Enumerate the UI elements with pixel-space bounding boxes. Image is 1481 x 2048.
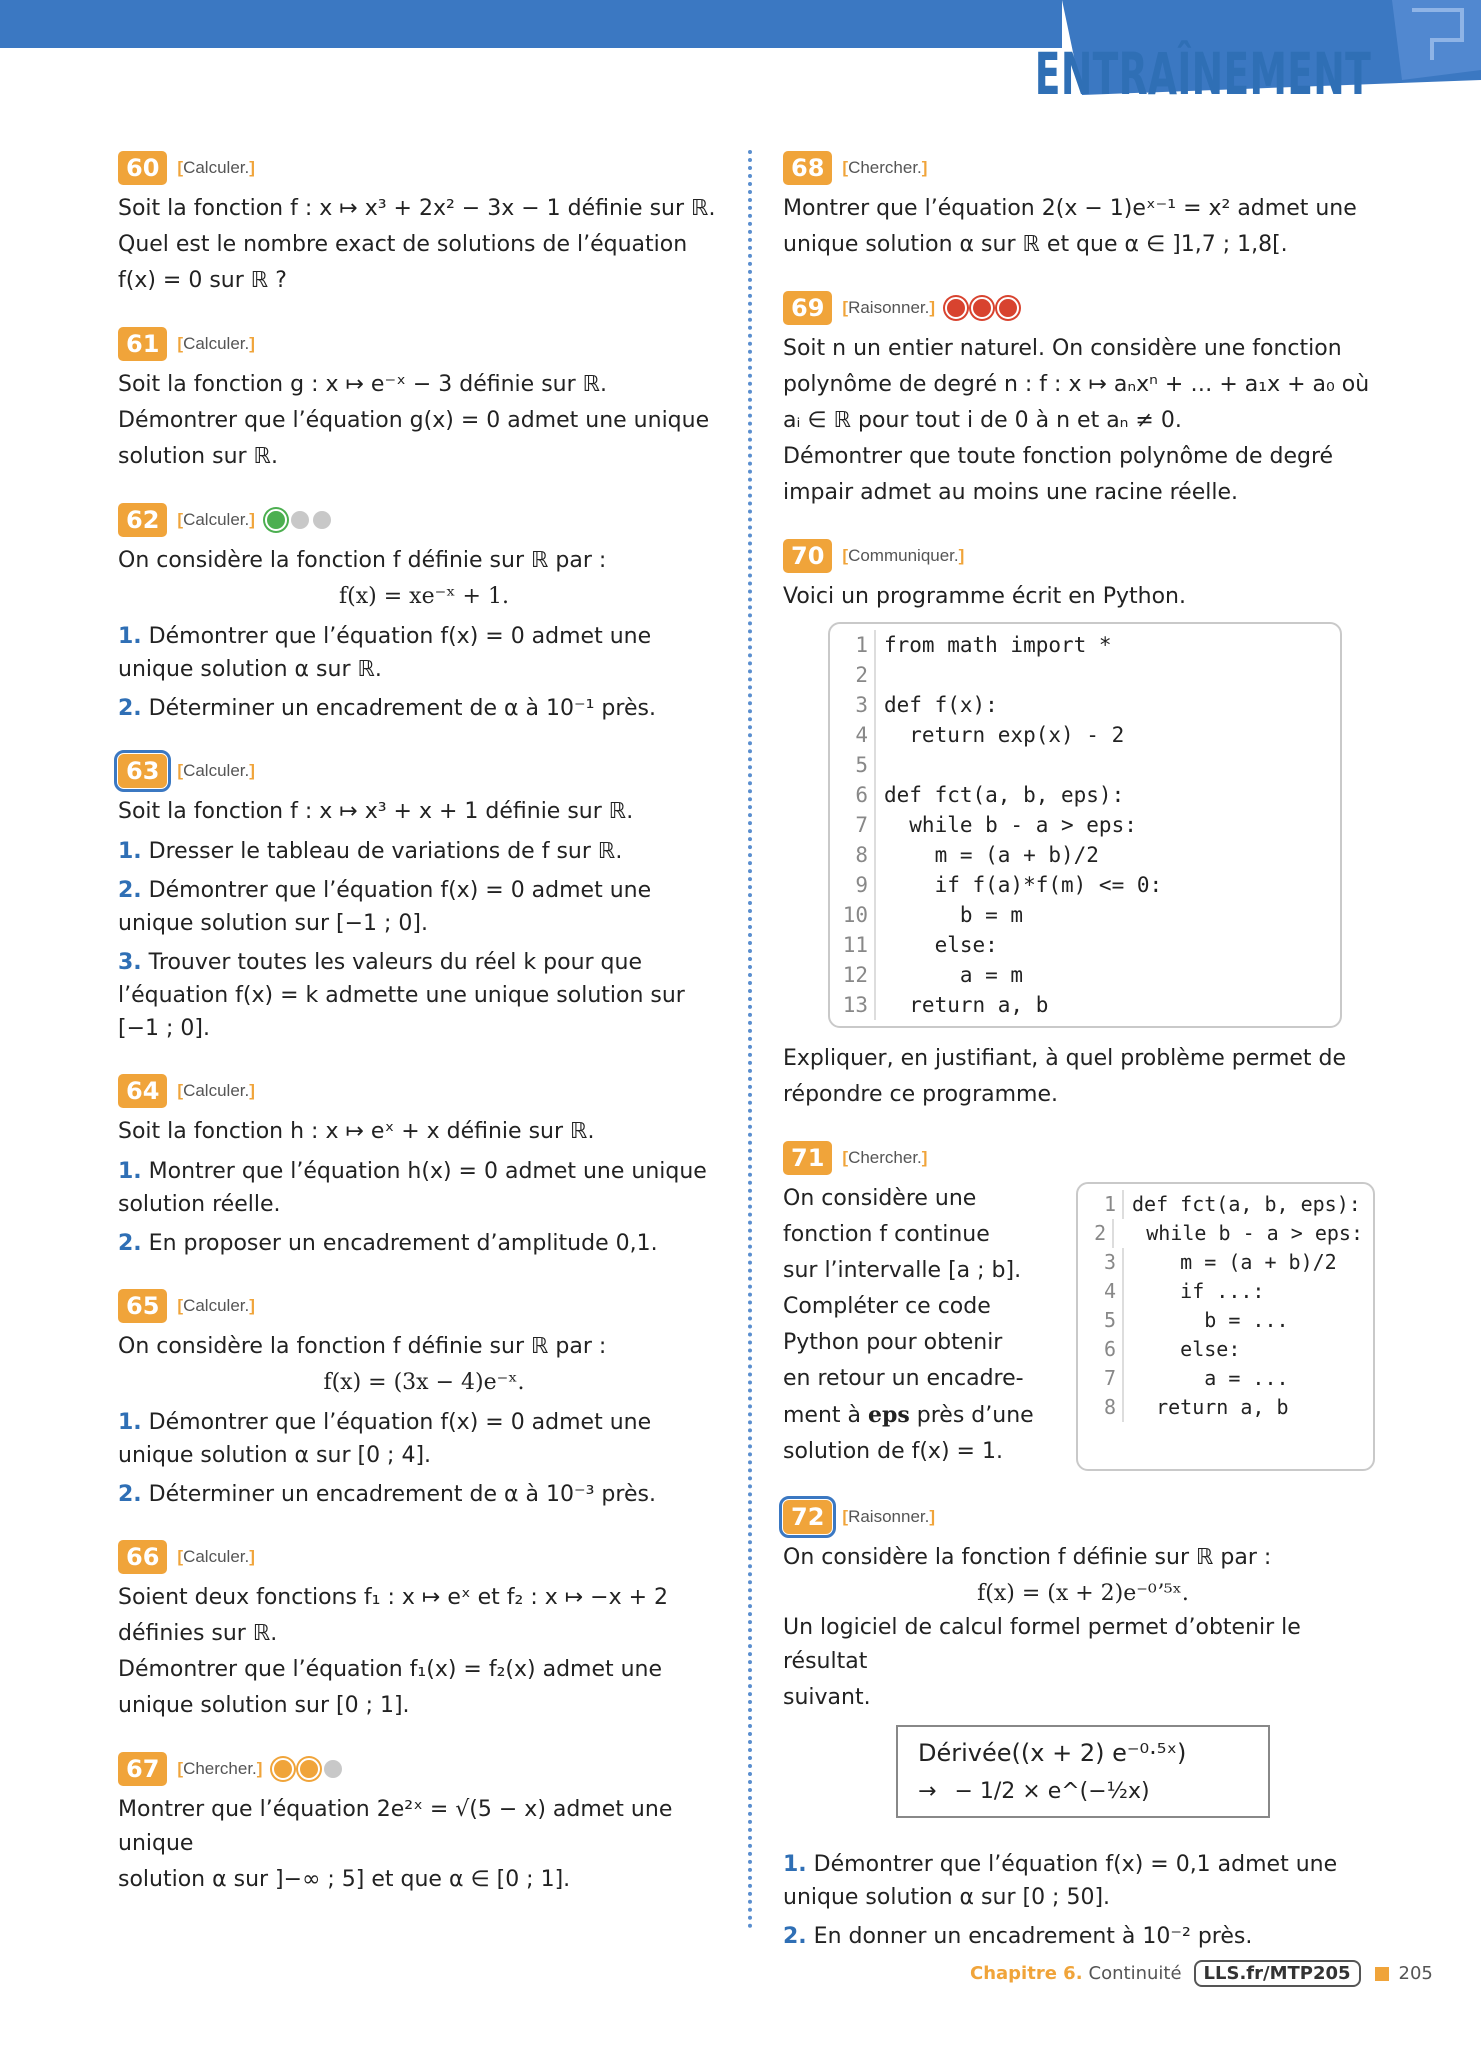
exercise-64	[118, 1073, 730, 1260]
code-line	[1088, 1393, 1363, 1422]
question-1: 1. Démontrer que l’équation f(x) = 0,1 admet une unique solution α sur [0 ; 50].	[783, 1852, 1338, 1910]
text-line: solution de f(x) = 1.	[783, 1439, 1003, 1464]
line-number: 4	[840, 720, 876, 750]
code-text: m = (a + b)/2	[884, 843, 1099, 867]
text-line: Démontrer que l’équation g(x) = 0 admet une unique	[118, 408, 710, 433]
difficulty-dot	[265, 509, 287, 531]
text-line: unique solution α sur ℝ et que α ∈ ]1,7 ; 1,8[.	[783, 232, 1288, 257]
question-1: 1. Montrer que l’équation h(x) = 0 admet une unique solution réelle.	[118, 1159, 707, 1217]
exercise-number: 64	[118, 1074, 167, 1108]
text-line: ment à eps près d’une	[783, 1402, 1034, 1428]
text-line: fonction f continue	[783, 1222, 990, 1247]
text-line: Soit n un entier naturel. On considère une fonction	[783, 336, 1342, 361]
question-1: 1. Dresser le tableau de variations de f sur ℝ.	[118, 839, 623, 864]
question-1: 1. Démontrer que l’équation f(x) = 0 admet une unique solution α sur [0 ; 4].	[118, 1410, 652, 1468]
exercise-number: 65	[118, 1289, 167, 1323]
text-line: Démontrer que l’équation f₁(x) = f₂(x) admet une	[118, 1657, 663, 1682]
text-line: Montrer que l’équation 2(x − 1)eˣ⁻¹ = x² admet une	[783, 196, 1357, 221]
code-line	[1088, 1277, 1363, 1306]
difficulty-indicator	[265, 509, 335, 531]
text-line: f(x) = 0 sur ℝ ?	[118, 268, 287, 293]
text-line: On considère la fonction f définie sur ℝ par :	[118, 1334, 607, 1359]
text-line: On considère une	[783, 1186, 977, 1211]
formula: f(x) = (3x − 4)e⁻ˣ.	[323, 1370, 525, 1395]
cas-result: − 1/2 × e^(−½x)	[954, 1779, 1150, 1804]
exercise-70	[783, 538, 1383, 1112]
exercise-tag: [Raisonner.]	[842, 1507, 936, 1526]
formula: f(x) = xe⁻ˣ + 1.	[339, 584, 509, 609]
line-number: 13	[840, 990, 876, 1020]
exercise-tag: [Communiquer.]	[842, 546, 965, 565]
text-line: Voici un programme écrit en Python.	[783, 584, 1186, 609]
code-text: def fct(a, b, eps):	[1132, 1192, 1361, 1216]
line-number: 8	[1088, 1393, 1124, 1422]
code-line	[840, 870, 1330, 900]
question-1: 1. Démontrer que l’équation f(x) = 0 admet une unique solution α sur ℝ.	[118, 624, 652, 682]
exercise-number: 63	[118, 754, 167, 788]
text-line: aᵢ ∈ ℝ pour tout i de 0 à n et aₙ ≠ 0.	[783, 408, 1182, 433]
exercise-tag: [Calculer.]	[177, 761, 255, 780]
text-line: suivant.	[783, 1685, 871, 1710]
text-line: définies sur ℝ.	[118, 1621, 278, 1646]
exercise-63	[118, 753, 730, 1045]
code-line	[840, 930, 1330, 960]
code-line	[840, 990, 1330, 1020]
code-line	[840, 690, 1330, 720]
exercise-tag: [Calculer.]	[177, 1296, 255, 1315]
code-text: else:	[1132, 1337, 1241, 1361]
question-2: 2. Démontrer que l’équation f(x) = 0 admet une unique solution sur [−1 ; 0].	[118, 878, 652, 936]
text-line: polynôme de degré n : f : x ↦ aₙxⁿ + … + a₁x + a₀ où	[783, 372, 1370, 397]
difficulty-dot	[324, 1760, 342, 1778]
text-line: Un logiciel de calcul formel permet d’obtenir le résultat	[783, 1615, 1301, 1674]
line-number: 11	[840, 930, 876, 960]
text-line: en retour un encadre-	[783, 1366, 1024, 1391]
code-text: a = m	[884, 963, 1024, 987]
exercise-number: 69	[783, 291, 832, 325]
code-line	[840, 780, 1330, 810]
code-text: return exp(x) - 2	[884, 723, 1125, 747]
exercise-71	[783, 1140, 1383, 1471]
text-line: Démontrer que toute fonction polynôme de degré	[783, 444, 1334, 469]
exercise-72	[783, 1499, 1383, 1953]
exercise-tag: [Chercher.]	[177, 1759, 263, 1778]
line-number: 3	[840, 690, 876, 720]
cas-input: Dérivée((x + 2) e⁻⁰·⁵ˣ)	[918, 1739, 1187, 1767]
text-line: Montrer que l’équation 2e²ˣ = √(5 − x) admet une unique	[118, 1797, 673, 1856]
page-marker-icon	[1375, 1967, 1389, 1981]
difficulty-dot	[291, 511, 309, 529]
arrow-icon: →	[918, 1779, 937, 1804]
line-number: 8	[840, 840, 876, 870]
code-text: if f(a)*f(m) <= 0:	[884, 873, 1163, 897]
python-code-block	[828, 622, 1342, 1028]
header-band	[0, 0, 1062, 48]
code-text: def fct(a, b, eps):	[884, 783, 1125, 807]
line-number: 4	[1088, 1277, 1124, 1306]
text-line: solution sur ℝ.	[118, 444, 278, 469]
code-line	[840, 720, 1330, 750]
text-line: Soit la fonction f : x ↦ x³ + 2x² − 3x − 1 définie sur ℝ.	[118, 196, 716, 221]
text-line: répondre ce programme.	[783, 1082, 1059, 1107]
resource-link[interactable]: LLS.fr/MTP205	[1194, 1960, 1361, 1987]
code-text: a = ...	[1132, 1366, 1289, 1390]
exercise-67	[118, 1751, 730, 1897]
line-number: 6	[840, 780, 876, 810]
text-line: Python pour obtenir	[783, 1330, 1003, 1355]
difficulty-dot	[298, 1758, 320, 1780]
exercise-62	[118, 502, 730, 725]
line-number: 9	[840, 870, 876, 900]
code-text: if ...:	[1132, 1279, 1265, 1303]
exercise-61	[118, 326, 730, 474]
code-line	[840, 960, 1330, 990]
exercise-68	[783, 150, 1383, 262]
line-number: 1	[840, 630, 876, 660]
cas-output-box	[896, 1725, 1270, 1818]
difficulty-dot	[945, 297, 967, 319]
question-2: 2. En donner un encadrement à 10⁻² près.	[783, 1924, 1253, 1949]
line-number: 7	[840, 810, 876, 840]
column-divider	[748, 150, 752, 1930]
exercise-tag: [Calculer.]	[177, 158, 255, 177]
line-number: 7	[1088, 1364, 1124, 1393]
line-number: 10	[840, 900, 876, 930]
line-number: 6	[1088, 1335, 1124, 1364]
exercise-tag: [Chercher.]	[842, 1148, 928, 1167]
exercise-tag: [Calculer.]	[177, 510, 255, 529]
exercise-tag: [Calculer.]	[177, 1081, 255, 1100]
line-number: 1	[1088, 1190, 1124, 1219]
code-line	[1088, 1219, 1363, 1248]
line-number: 5	[1088, 1306, 1124, 1335]
line-number: 5	[840, 750, 876, 780]
code-line	[840, 630, 1330, 660]
chapter-label: Chapitre 6.	[970, 1963, 1083, 1984]
code-text: b = ...	[1132, 1308, 1289, 1332]
code-line	[1088, 1306, 1363, 1335]
code-line	[1088, 1190, 1363, 1219]
formula: f(x) = (x + 2)e⁻⁰ʼ⁵ˣ.	[977, 1581, 1189, 1606]
text-line: unique solution sur [0 ; 1].	[118, 1693, 410, 1718]
code-text: return a, b	[884, 993, 1049, 1017]
python-code-block	[1076, 1182, 1375, 1471]
line-number: 3	[1088, 1248, 1124, 1277]
exercise-number: 62	[118, 503, 167, 537]
question-3: 3. Trouver toutes les valeurs du réel k pour que l’équation f(x) = k admette une unique solution sur [−1 ; 0].	[118, 950, 685, 1041]
exercise-number: 72	[783, 1500, 832, 1534]
text-line: Soit la fonction f : x ↦ x³ + x + 1 définie sur ℝ.	[118, 799, 634, 824]
exercise-69	[783, 290, 1383, 510]
text-line: Soit la fonction g : x ↦ e⁻ˣ − 3 définie sur ℝ.	[118, 372, 608, 397]
difficulty-indicator	[945, 297, 1023, 319]
code-text: def f(x):	[884, 693, 998, 717]
exercise-66	[118, 1539, 730, 1723]
text-line: impair admet au moins une racine réelle.	[783, 480, 1238, 505]
page-number: 205	[1398, 1963, 1433, 1984]
text-line: Expliquer, en justifiant, à quel problème permet de	[783, 1046, 1347, 1071]
exercise-number: 70	[783, 539, 832, 573]
code-text: else:	[884, 933, 998, 957]
code-text: return a, b	[1132, 1395, 1289, 1419]
difficulty-dot	[313, 511, 331, 529]
exercise-tag: [Calculer.]	[177, 1547, 255, 1566]
difficulty-dot	[272, 1758, 294, 1780]
code-line	[840, 660, 1330, 690]
line-number: 2	[1088, 1219, 1114, 1248]
text-line: sur l’intervalle [a ; b].	[783, 1258, 1022, 1283]
exercise-number: 60	[118, 151, 167, 185]
code-text: while b - a > eps:	[1122, 1221, 1363, 1245]
code-line	[840, 840, 1330, 870]
code-line	[1088, 1248, 1363, 1277]
question-2: 2. Déterminer un encadrement de α à 10⁻¹ près.	[118, 696, 656, 721]
page-footer	[970, 1960, 1433, 1987]
code-line	[840, 900, 1330, 930]
exercise-number: 68	[783, 151, 832, 185]
text-line: Quel est le nombre exact de solutions de l’équation	[118, 232, 688, 257]
page-title: ENTRAÎNEMENT	[1034, 40, 1371, 108]
code-line	[840, 750, 1330, 780]
text-line: Soit la fonction h : x ↦ eˣ + x définie sur ℝ.	[118, 1119, 595, 1144]
exercise-tag: [Raisonner.]	[842, 298, 936, 317]
line-number: 2	[840, 660, 876, 690]
text-line: On considère la fonction f définie sur ℝ par :	[783, 1545, 1272, 1570]
exercise-65	[118, 1288, 730, 1511]
code-line	[840, 810, 1330, 840]
exercise-tag: [Calculer.]	[177, 334, 255, 353]
text-line: On considère la fonction f définie sur ℝ par :	[118, 548, 607, 573]
exercise-number: 61	[118, 327, 167, 361]
question-2: 2. En proposer un encadrement d’amplitude 0,1.	[118, 1231, 658, 1256]
line-number: 12	[840, 960, 876, 990]
right-column	[783, 150, 1383, 1981]
difficulty-dot	[997, 297, 1019, 319]
text-line: Soient deux fonctions f₁ : x ↦ eˣ et f₂ : x ↦ −x + 2	[118, 1585, 669, 1610]
exercise-number: 71	[783, 1141, 832, 1175]
question-2: 2. Déterminer un encadrement de α à 10⁻³ près.	[118, 1482, 656, 1507]
code-text: from math import *	[884, 633, 1112, 657]
code-text: m = (a + b)/2	[1132, 1250, 1337, 1274]
code-text: b = m	[884, 903, 1024, 927]
exercise-tag: [Chercher.]	[842, 158, 928, 177]
chapter-name: Continuité	[1088, 1963, 1182, 1984]
code-text: while b - a > eps:	[884, 813, 1137, 837]
difficulty-indicator	[272, 1758, 346, 1780]
code-line	[1088, 1335, 1363, 1364]
text-line: solution α sur ]−∞ ; 5] et que α ∈ [0 ; 1].	[118, 1867, 571, 1892]
left-column	[118, 150, 730, 1925]
exercise-number: 66	[118, 1540, 167, 1574]
text-line: Compléter ce code	[783, 1294, 991, 1319]
code-line	[1088, 1364, 1363, 1393]
exercise-60	[118, 150, 730, 298]
difficulty-dot	[971, 297, 993, 319]
exercise-number: 67	[118, 1752, 167, 1786]
